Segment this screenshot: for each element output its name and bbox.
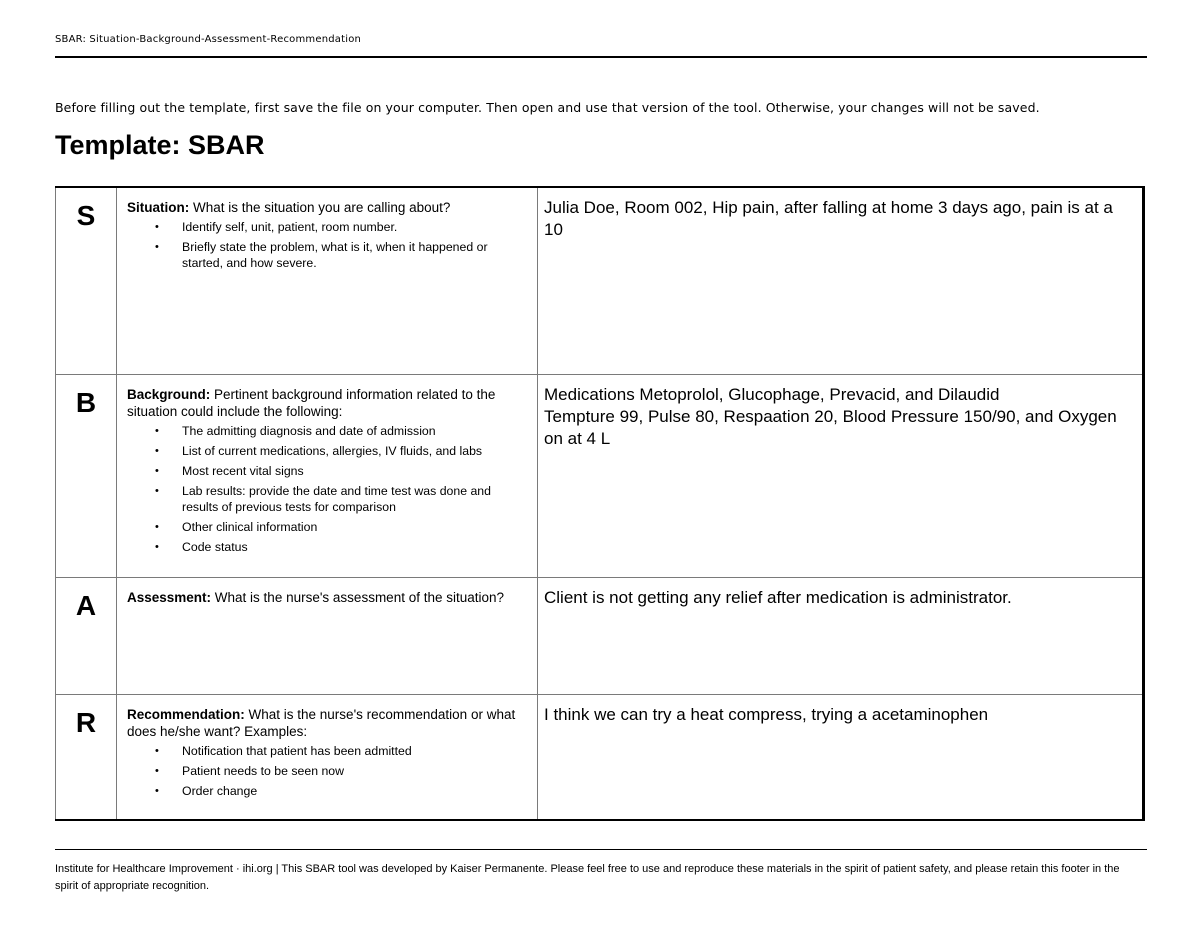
- list-item: • List of current medications, allergies, IV fluids, and labs: [127, 443, 527, 459]
- header-divider: [55, 56, 1147, 58]
- prompt-heading: Assessment:: [127, 590, 212, 605]
- footer-text: Institute for Healthcare Improvement · ihi.org | This SBAR tool was developed by Kaiser Permanente. Please feel free to use and reproduce these materials in the spirit of patient safety, and please retain this footer in the spirit of appropriate recognition.: [55, 863, 1120, 892]
- list-item: • Most recent vital signs: [127, 463, 527, 479]
- row-letter: R: [56, 695, 117, 821]
- row-letter: S: [56, 187, 117, 375]
- list-item: • Order change: [127, 783, 527, 799]
- prompt-heading: Background:: [127, 387, 211, 402]
- prompt-text: Pertinent background information related to the situation could include the following:: [127, 387, 496, 419]
- list-item: • Other clinical information: [127, 519, 527, 535]
- prompt-text: What is the nurse's recommendation or what does he/she want? Examples:: [127, 707, 516, 739]
- situation-answer-field[interactable]: Julia Doe, Room 002, Hip pain, after falling at home 3 days ago, pain is at a 10: [538, 187, 1144, 375]
- assessment-answer-field[interactable]: Client is not getting any relief after medication is administrator.: [538, 578, 1144, 695]
- row-letter: A: [56, 578, 117, 695]
- list-item: • Lab results: provide the date and time test was done and results of previous tests for comparison: [127, 483, 527, 515]
- prompt-bullets: [127, 423, 527, 555]
- list-item: • The admitting diagnosis and date of admission: [127, 423, 527, 439]
- sbar-row-recommendation: [56, 695, 1144, 821]
- list-item: • Identify self, unit, patient, room number.: [127, 219, 527, 235]
- sbar-table: [55, 186, 1145, 821]
- sbar-row-background: [56, 375, 1144, 578]
- answer-line: Medications Metoprolol, Glucophage, Prevacid, and Dilaudid: [544, 385, 1000, 404]
- footer-divider: [55, 849, 1147, 850]
- prompt-bullets: [127, 743, 527, 799]
- prompt-text: What is the nurse's assessment of the situation?: [211, 590, 505, 605]
- background-prompt: [117, 375, 538, 578]
- assessment-prompt: [117, 578, 538, 695]
- list-item: • Briefly state the problem, what is it, when it happened or started, and how severe.: [127, 239, 527, 271]
- sbar-row-assessment: [56, 578, 1144, 695]
- recommendation-prompt: [117, 695, 538, 821]
- list-item: • Notification that patient has been admitted: [127, 743, 527, 759]
- prompt-heading: Recommendation:: [127, 707, 245, 722]
- situation-prompt: [117, 187, 538, 375]
- background-answer-field[interactable]: [538, 375, 1144, 578]
- page-title: Template: SBAR: [55, 130, 265, 160]
- answer-line: Tempture 99, Pulse 80, Respaation 20, Blood Pressure 150/90, and Oxygen on at 4 L: [544, 407, 1117, 448]
- running-header: SBAR: Situation-Background-Assessment-Recommendation: [55, 34, 362, 45]
- row-letter: B: [56, 375, 117, 578]
- prompt-bullets: [127, 219, 527, 271]
- recommendation-answer-field[interactable]: I think we can try a heat compress, trying a acetaminophen: [538, 695, 1144, 821]
- prompt-heading: Situation:: [127, 200, 190, 215]
- prompt-text: What is the situation you are calling about?: [189, 200, 451, 215]
- list-item: • Code status: [127, 539, 527, 555]
- list-item: • Patient needs to be seen now: [127, 763, 527, 779]
- sbar-row-situation: [56, 187, 1144, 375]
- instructions-text: Before filling out the template, first save the file on your computer. Then open and use that version of the tool. Otherwise, your changes will not be saved.: [55, 100, 1040, 115]
